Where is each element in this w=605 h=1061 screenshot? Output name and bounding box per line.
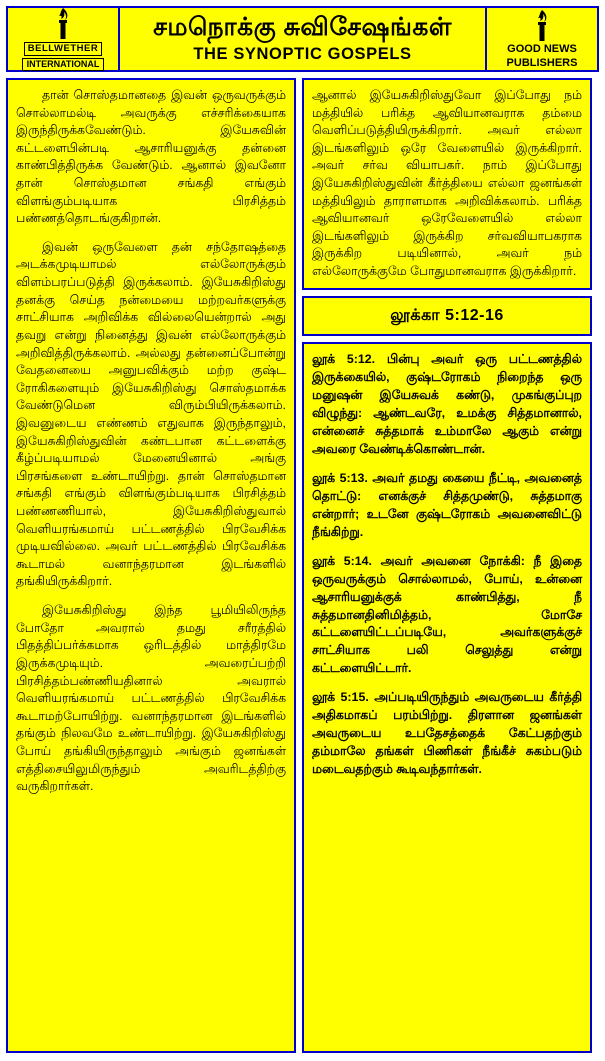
- paragraph: இயேசுகிறிஸ்து இந்த பூமியிலிருந்த போதோ அவரால் தமது சரீரத்தில் பிதத்திப்பர்க்கமாக ஒரிடத்தில் மாத்திரமே இருக்கமுடியும். அவரைப்பற்றி பிரசித்தம்பண்ணியதினால் அவரால் வெளியரங்கமாய் பட்டணத்தில் பிரவேசிக்க கூடாமற்போயிற்று. வனாந்தரமான இடங்களில் தங்கும் நிலவமே உண்டாயிற்று. இயேசுகிறிஸ்து போய் தங்கியிருந்தாலும் அங்கும் ஜனங்கள் எத்திசையிலுமிருந்தும் அவரிடத்திற்கு வருகிறார்கள்.: [16, 603, 286, 794]
- logo-name-text: GOOD NEWS: [507, 42, 577, 55]
- scripture-verses-panel: [302, 342, 592, 1053]
- title-block: [120, 8, 485, 70]
- publisher-logo-bellwether: [8, 8, 120, 70]
- logo-sub-text: PUBLISHERS: [506, 56, 578, 69]
- right-intro-panel: [302, 78, 592, 290]
- left-column: [6, 78, 296, 1053]
- torch-icon: [529, 9, 555, 43]
- verse: லூக் 5:15. அப்படியிருந்தும் அவருடைய கீர்த்தி அதிகமாகப் பரம்பிற்று. திரளான ஜனங்கள் அவருடைய உபதேசத்தைக் கேட்பதற்கும் தம்மாலே தங்கள் பிணிகள் நீங்கீச் சுகம்படும் மடைவதற்கும் கூடிவந்தார்கள்.: [312, 690, 582, 777]
- right-column: [302, 78, 592, 1053]
- verse: லூக் 5:14. அவர் அவனை நோக்கி: நீ இதை ஒருவருக்கும் சொல்லாமல், போய், உன்னை ஆசாரியனுக்குக் காண்பித்து, நீ சுத்தமானதினிமித்தம், மோசே கட்டளையிட்டப்படியே, அவர்களுக்குச் சாட்சியாக பலி செலுத்து என்று கட்டளையிட்டார்.: [312, 553, 582, 676]
- page-title-english: THE SYNOPTIC GOSPELS: [193, 44, 412, 63]
- page-title-tamil: சமநொக்கு சுவிசேஷங்கள்: [153, 13, 452, 42]
- torch-icon: [50, 7, 76, 41]
- paragraph: தான் சொஸ்தமானதை இவன் ஒருவருக்கும் சொல்லாமல்டி அவருக்கு எச்சரிக்கையாக இருந்திருக்கவேண்டும். இயேசுவின் கட்டளைபின்படி ஆசாரியனுக்கு தன்னை காண்பித்திருக்க வேண்டும். ஆனால் இவனோ தான் சொஸ்தமான சங்கதி எங்கும் விளங்கும்படியாக பிரசித்தம் பண்ணத்தொடங்குகிறான்.: [16, 88, 286, 226]
- verse: லூக் 5:12. பின்பு அவர் ஒரு பட்டணத்தில் இருக்கையில், குஷ்டரோகம் நிறைந்த ஒரு மனுஷன் இயேசுவக் கண்டு, முகங்குப்புற விழுந்து: ஆண்டவரே, உமக்கு சித்தமானால், என்னைச் சுத்தமாக் உம்மாலே ஆகும் என்று அவரை வேண்டிக்கொண்டான்.: [312, 351, 582, 456]
- logo-name-text: BELLWETHER: [24, 42, 102, 56]
- paragraph: இவன் ஒருவேளை தன் சந்தோஷத்தை அடக்கமுடியாமல் எல்லோருக்கும் விளம்பரப்படுத்தி இருக்கலாம். இயேசுகிறிஸ்து தனக்கு செய்த நன்மையை மற்றவர்களுக்கு சாட்சியாக அறிவிக்க வில்லையென்றால் அது தவறு என்று நினைத்து இவன் எல்லோருக்கும் அறிவித்திருக்கலாம். அல்லது தன்னைப்போன்று வேதனையை அனுபவிக்கும் மற்ற குஷ்ட ரோகிகளையும் இயேசுகிறிஸ்து சொஸ்தமாக்க வேண்டுமென விரும்பியிருக்கலாம். இவனுடைய எண்ணம் எதுவாக இருந்தாலும், இயேசுகிறிஸ்துவின் கண்டபான கட்டளைக்கு கீழ்ப்படியாமல் மேனையினால் அங்கு பிரசங்களை உண்டாயிற்று. தான் சொஸ்தமான சங்கதி எங்கும் விளங்கும்படியாக பிரசித்தம் பண்ணணியால், இயேசுகிறிஸ்துவால் வெளியரங்கமாய் பட்டணத்தில் பிரவேசிக்க முடியவில்லை. அவர் பட்டணத்தில் பிரவேசிக்க கூடாமல் வனாந்தரமான இடங்களில் தங்கியிருக்கிறார்.: [16, 239, 286, 589]
- scripture-reference-box: [302, 296, 592, 336]
- verse: லூக் 5:13. அவர் தமது கையை நீட்டி, அவனைத் தொட்டு: எனக்குச் சித்தமுண்டு, சுத்தமாகு என்றார்; உடனே குஷ்டரோகம் அவனைவிட்டு நீங்கிற்று.: [312, 470, 582, 539]
- left-text-panel: [6, 78, 296, 1053]
- content-columns: [6, 78, 599, 1053]
- paragraph: ஆனால் இயேசுகிறிஸ்துவோ இப்போது நம் மத்தியில் பரிக்த ஆவியானவராக தம்மை வெளிப்படுத்தியிருக்கிறார். அவர் எல்லா இடங்களிலும் ஒரே வேளையில் இருக்கிறார். அவர் சர்வ வியாபகர். நாம் இப்போது இயேசுகிறிஸ்துவின் கீர்த்தியை எல்லா ஜனங்கள் மத்தியிலும் தாராளமாக அறிவிக்கலாம். பரிக்த ஆவியானவர் ஒரேவேளையில் எல்லா இடங்களிலும் இருக்கிற சர்வவியாபகராக இருக்கிற படியினால், அவர் நம் எல்லோருக்குமே போதுமானவராக இருக்கிறார்.: [312, 88, 582, 279]
- publisher-logo-goodnews: [485, 8, 597, 70]
- logo-sub-text: INTERNATIONAL: [22, 58, 105, 71]
- scripture-reference: லூக்கா 5:12-16: [390, 306, 504, 324]
- document-header: [6, 6, 599, 72]
